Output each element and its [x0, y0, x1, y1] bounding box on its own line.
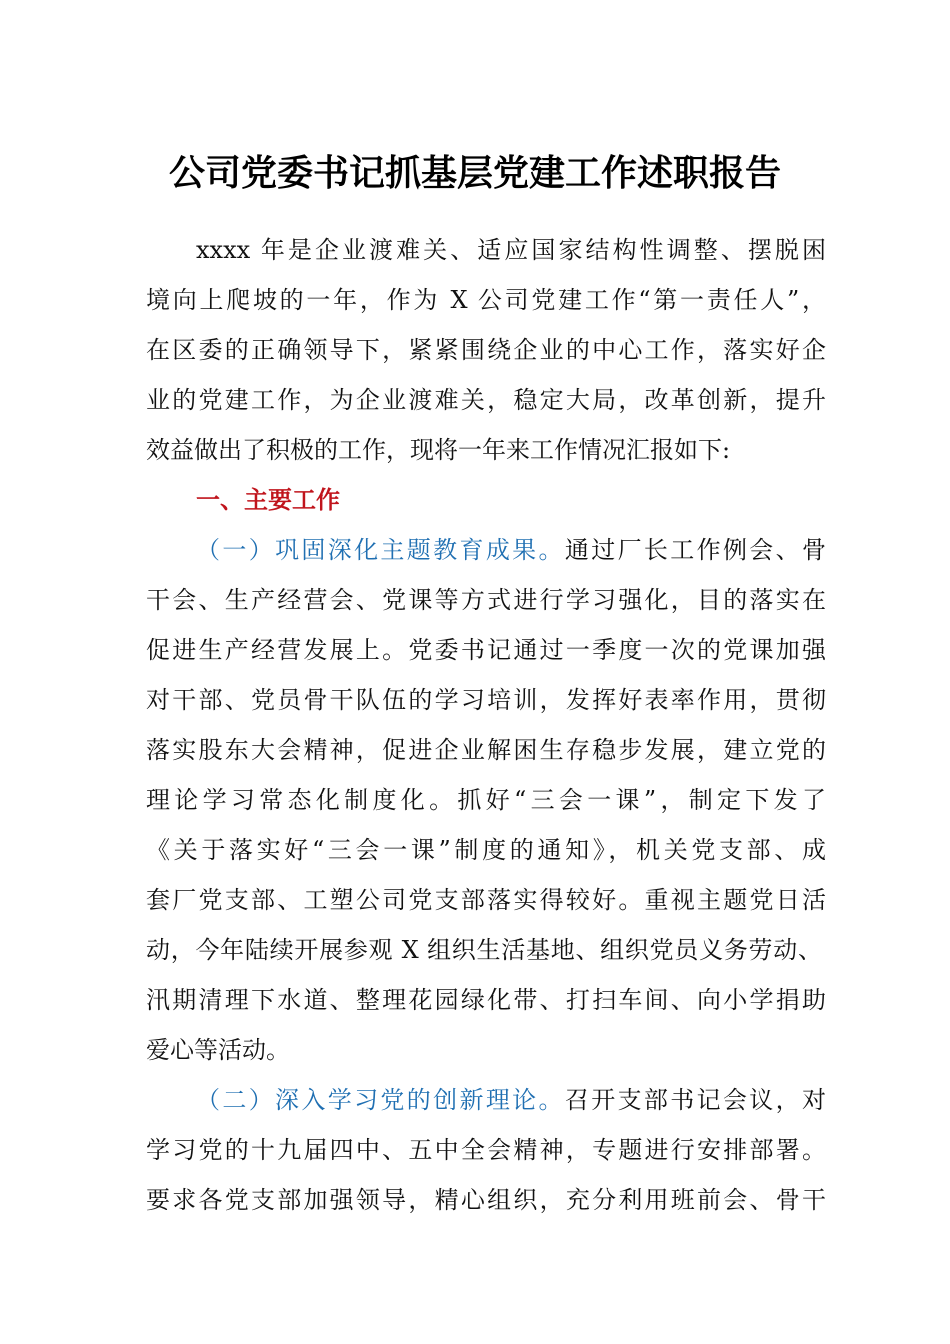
sub1-line-4: 落实股东大会精神，促进企业解困生存稳步发展，建立党的 [146, 736, 826, 764]
sub1-first-line [196, 525, 826, 575]
document-title: 公司党委书记抓基层党建工作述职报告 [168, 152, 781, 194]
sub1-heading: （一）巩固深化主题教育成果。 [196, 536, 565, 564]
intro-line-1: xxxx 年是企业渡难关、适应国家结构性调整、摆脱困 [196, 236, 826, 264]
sub1-line-10: 爱心等活动。 [146, 1036, 290, 1064]
sub1-line-5: 理论学习常态化制度化。抓好“三会一课”，制定下发了 [146, 786, 826, 814]
sub1-line-9: 汛期清理下水道、整理花园绿化带、打扫车间、向小学捐助 [146, 986, 826, 1014]
intro-line-5: 效益做出了积极的工作，现将一年来工作情况汇报如下: [146, 436, 731, 464]
sub2-line-1: 学习党的十九届四中、五中全会精神，专题进行安排部署。 [146, 1136, 826, 1164]
sub1-line-1: 干会、生产经营会、党课等方式进行学习强化，目的落实在 [146, 586, 826, 614]
intro-line-3: 在区委的正确领导下，紧紧围绕企业的中心工作，落实好企 [146, 336, 826, 364]
sub2-line-2: 要求各党支部加强领导，精心组织，充分利用班前会、骨干 [146, 1186, 826, 1214]
intro-line-2: 境向上爬坡的一年，作为 X 公司党建工作“第一责任人”， [146, 286, 826, 314]
sub1-line-6: 《关于落实好“三会一课”制度的通知》，机关党支部、成 [146, 836, 826, 864]
sub2-first-line-rest: 召开支部书记会议，对 [564, 1086, 827, 1114]
intro-line-4: 业的党建工作，为企业渡难关，稳定大局，改革创新，提升 [146, 386, 826, 414]
section-heading: 一、主要工作 [196, 486, 340, 514]
sub1-first-line-rest: 通过厂长工作例会、骨 [564, 536, 827, 564]
sub1-line-8: 动，今年陆续开展参观 X 组织生活基地、组织党员义务劳动、 [146, 936, 822, 964]
sub1-line-2: 促进生产经营发展上。党委书记通过一季度一次的党课加强 [146, 636, 826, 664]
sub2-heading: （二）深入学习党的创新理论。 [196, 1086, 565, 1114]
sub1-line-7: 套厂党支部、工塑公司党支部落实得较好。重视主题党日活 [146, 886, 826, 914]
sub2-first-line [196, 1075, 826, 1125]
sub1-line-3: 对干部、党员骨干队伍的学习培训，发挥好表率作用，贯彻 [146, 686, 826, 714]
